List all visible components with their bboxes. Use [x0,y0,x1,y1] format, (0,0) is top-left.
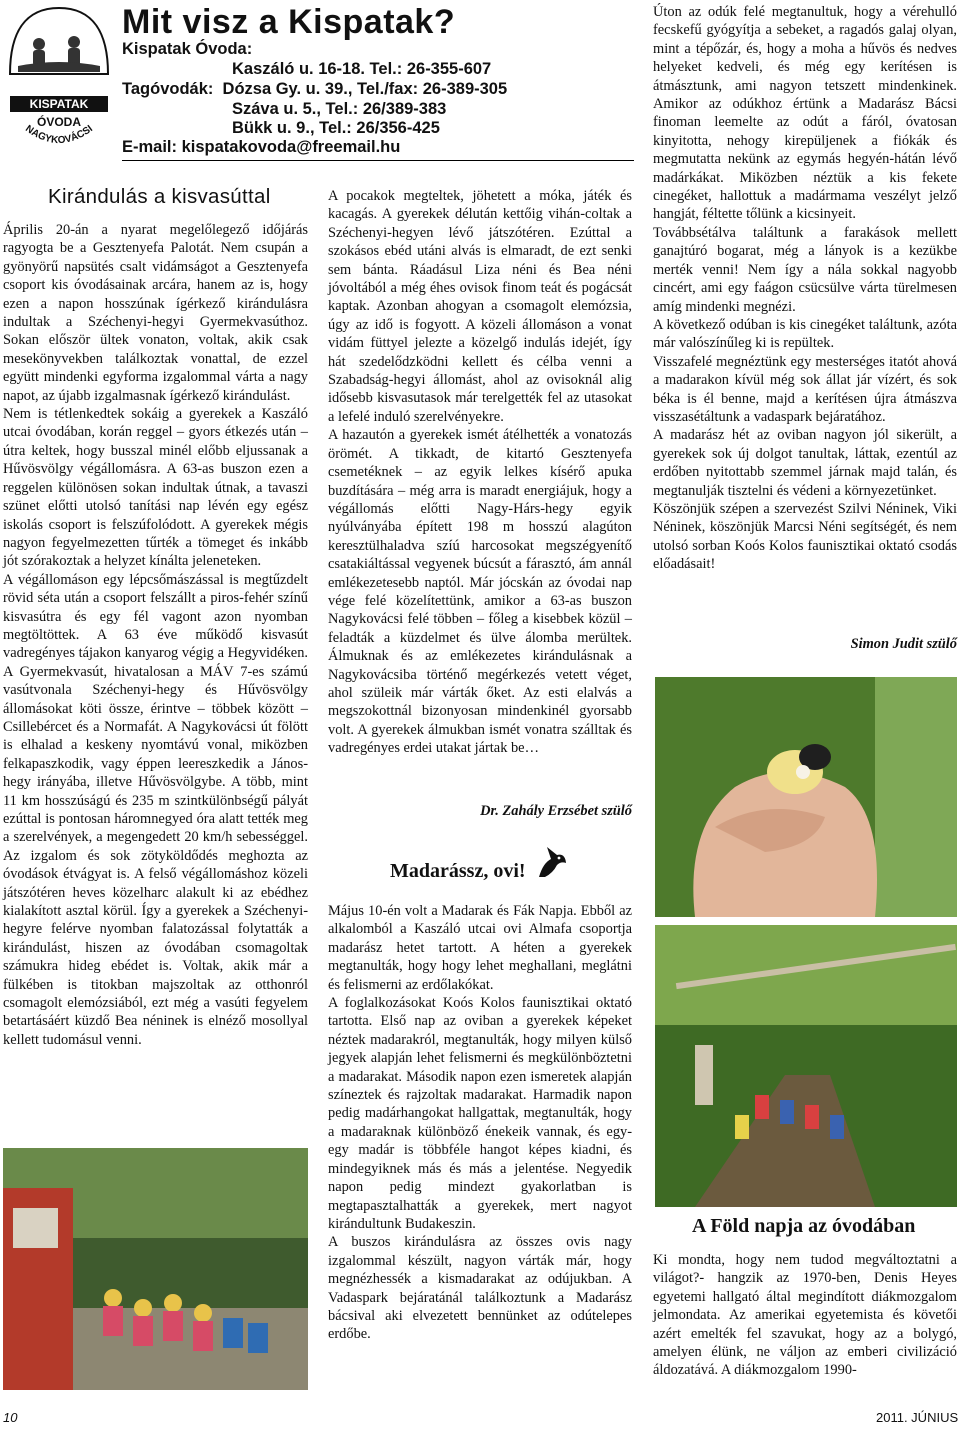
logo-text-top: KISPATAK [29,97,89,111]
page-number: 10 [3,1410,18,1425]
article2-signature: Simon Judit szülő [850,636,957,652]
masthead-title: Mit visz a Kispatak? [122,3,456,41]
masthead-org: Kispatak Óvoda: [122,40,253,58]
article2-paragraph: A foglalkozásokat Koós Kolos faunisztikai oktató tartotta. Első nap az oviban a gyerekek képeket néztek madarakról, megtanulták, hogy milyen külső jegyek alapján lehet felismerni és megkülönböztetni a madarakat. Második napon ezen ismeretek alapján színeztek és rajzoltak madarakat. Harmadik napon pedig madárhangokat hallgattak, megtanulták, hogy a madaraknak különböző énekeik vannak, és egy-egy madár is többféle hangot képes kiadni, és mindegyiknek más és más a jelentése. Negyedik napon pedig mindezt gyakorlatban is megtapasztalhatták a gyerekek, mert nagyot kirándultunk Budakeszin. [328,995,632,1232]
kispatak-logo [4,4,114,156]
logo-text-bottom: NAGYKOVÁCSI [23,123,95,147]
article3-column-3 [653,1251,957,1380]
article2-paragraph: A madarász hét az oviban nagyon jól sikerült, a gyerekek sok új dolgot tanultak, láttak, ezentúl az erdőben nyitottabb szemmel járnak majd talán, és megtanulják tisztelni és védeni a környezetünket. [653,427,957,499]
article2-column-3 [653,3,957,574]
article1-paragraph: A végállomáson egy lépcsőmászással is megtűzdelt rövid séta után a csoport felszállt a piros-fehér színű kisvasútra és egy fél vagont azon nyomban megtöltöttek. A 63 éve működő kisvasút vadregényes tájakon kanyarog végig a Hegyvidéken. A Gyermekvasút, hivatalosan a MÁV 7-es számú vasútvonala Széchenyi-hegy és Hűvösvölgy állomásokat köti össze, érintve – többek között – Csillebércet és a Normafát. A Nagykovácsi út fölött is elhalad a keskeny nyomtávú vonal, miközben felkapaszkodik, vagy éppen leereszkedik a János-hegy irányába, illetve Hűvösvölgybe. A több, mint 11 km hosszúságú és 235 m szintkülönbségű pályát ezúttal is pontosan háromnegyed óra alatt tették meg a szerelvények, a megengedett 20 km/h sebességgel. Az izgalom és sok zötyköldődés meghozta az óvodások étvágyat is. A felső végállomáshoz közeli játszótéren heves közelharc alakult ki az ebédhez kialakított asztal körül. Így a gyerekek a Széchenyi-hegyre felérve nyomban falatozással folytatták a kirándulást, hiszen az óvodában csomagoltak számukra hideg ebédet is. Voltak, akik már a fülkében is titokban majszoltak az otthonról csomagolt elemózsiából, ezt még a vasúti fegyelem betartásáért küzdő Bea néninek is elnéző mosollyal kellett tudomásul venni. [3,571,308,1048]
article1-paragraph: Április 20-án a nyarat megelőlegező időjárás ragyogta be a Gesztenyefa Palotát. Nem csupán a gyönyörű napsütés csalt vidámságot a Gesztenyefa csoport kis óvodásainak arcára, hanem az is, hogy ezen a napon hosszúnak ígérkező kirándulásra indultak a Széchenyi-hegyi Gyermekvasúthoz. Sokan először ültek vonaton, voltak, akik csak mesekönyvekben találkoztak vonattal, de ezzel együtt mindenki egyforma izgalommal várta a nagy napot, az újabb izgalmasnak ígérkező kirándulást. [3,222,308,404]
group-in-forest-photo [655,925,957,1207]
article2-paragraph: Továbbsétálva találtunk a farakások mellett ganajtúró bogarat, még a lányok is a kezükbe merték venni! Nem így a nála sokkal nagyobb cincért, ami egy faágon csücsülve várta türelmesen amíg mindenki megnézi. [653,224,957,315]
logo-text-middle: ÓVODA [36,115,82,129]
article1-paragraph: Nem is tétlenkedtek sokáig a gyerekek a Kaszáló utcai óvodában, korán reggel – gyors étkezés után – útra keltek, hogy busszal minél előbb eljussanak a Hűvösvölgy végállomásra. A 63-as buszon ezen a reggelen különösen sokan indultak útnak, a tavaszi szünet előtti utolsó tanítási nap lévén egy egész iskolás csoport is felszúfolódott. A gyerekek mégis nagyon fegyelmezetten tűrték a tömeget és inkább jót szórakoztak a helyzet kínálta jeleneteken. [3,406,308,570]
article1-column-2 [328,187,632,758]
article2-paragraph: Köszönjük szépen a szervezést Szilvi Néninek, Viki Néninek, köszönjük Marcsi Néni segítségét, és nem utolsó sorban Koós Kolos faunisztikai oktató csodás előadásait! [653,500,957,573]
article2-paragraph: Május 10-én volt a Madarak és Fák Napja. Ebből az alkalomból a Kaszáló utcai ovi Almafa csoportja madarász hetet tartott. A héten a gyerekek megtanulták, hogy hogy lehet meghallani, meglátni és felismerni az erdőlakókat. [328,903,632,993]
article1-paragraph: A hazautón a gyerekek ismét átélhették a vonatozás örömét. A tikkadt, de kitartó Gesztenyefa csemetéknek – az egyik lelkes kísérő apuka buzdítására – még arra is maradt energiájuk, hogy a végállomás előtti Nagy-Hárs-hegy egyik nyúlványába épített 198 m hosszú alagúton keresztülhaladva szíú harcosokat megszégyenítő csatakiáltással vegyenek búcsút a fárasztó, ám annál emlékezetesebb naptól. Már jócskán az óvodai nap vége felé közelítettünk, amikor a 63-as buszon Nagykovácsi felé többen – főleg a kisebbek közül – feladták a küzdelmet és ülve álomba merültek. Álmuknak és az emlékezetes kirándulásnak a Nagykovácsiba történő megérkezés vetett véget, ahol szüleik már várták őket. Az esti elalvás a megszokottnál bizonyosan mindenkinél gyorsabb volt. A gyerekek álmukban ismét vonatra szálltak és vadregényes erdei utakat jártak be… [328,427,632,757]
children-train-photo [3,1148,308,1390]
masthead-line-4: Bükk u. 9., Tel.: 26/356-425 [232,119,440,137]
bird-in-hand-photo [655,677,957,917]
article2-title: Madarássz, ovi! [390,860,526,882]
article3-title: A Föld napja az óvodában [692,1215,916,1237]
article1-signature: Dr. Zahály Erzsébet szülő [480,803,632,819]
article1-column-1 [3,221,308,1049]
masthead-line-2: Tagóvodák: Dózsa Gy. u. 39., Tel./fax: 26-389-305 [122,80,508,98]
article2-paragraph: Úton az odúk felé megtanultuk, hogy a vérehulló fecskefű gyógyítja a sebeket, a ragadós galaj olyan, mint a tépőzár, és, hogy a moha a hűvös és nedves helyeket kedveli, és még egy kerítésen is átmásztunk, ami nagyon tetszett mindenkinek. Amikor az odúkhoz értünk a Madarász Bácsi finoman leemelte az odút a fáról, óvatosan kinyitotta, nehogy kirepüljenek a fiókák és megmutatta nekünk az egymás hegyén-hátán lévő madárkákat. Miközben néztük a kis fekete cinegéket, hallottuk a madármama veszélyt jelző hangját, féltette tőlünk a kicsinyeit. [653,4,957,223]
article1-title: Kirándulás a kisvasúttal [48,185,271,208]
article2-paragraph: Visszafelé megnéztünk egy mesterséges itatót ahová a madarakon kívül még sok állat jár vízért, és sok béka is él benne, majd a kerítésen újra átmászva visszasétáltunk a vadaspark bejáratához. [653,353,957,425]
article2-paragraph: A buszos kirándulásra az összes ovis nagy izgalommal készült, nagyon várták már, hogy megnézhessék a kismadarakat az odújukban. A Vadaspark bejáratánál találkoztunk a Madarász bácsival aki elvezetett bennünket az odútelepes erdőbe. [328,1234,632,1343]
article1-paragraph: A pocakok megteltek, jöhetett a móka, játék és kacagás. A gyerekek délután kettőig vihán-coltak a Széchenyi-hegyen lévő játszótéren. Ezúttal a szokásos ebéd utáni alvás is elmaradt, de ezt senki sem bánta. Ráadásul Liza néni és Bea néni jóvoltából a még éhes ovisok finom teát és pogácsát kaptak. Azonban ahogyan a csomagolt elemózsia, úgy az idő is fogyott. A közeli állomáson a vonat vidám füttyel jelezte a közelgő indulás idejét, így hát szedelődzködni kellett és célba venni a Szabadság-hegyi állomást, ahol az ovisoknál alig idősebb kisvasutasok már terelgették fel az utasokat a lefelé induló szerelvényekre. [328,188,632,425]
masthead-rule [122,160,634,161]
bird-icon [535,843,569,881]
article3-paragraph: Ki mondta, hogy nem tudod megváltoztatni a világot?- hangzik az 1970-ben, Denis Heyes egyetemi hallgató által megindított diákmozgalom jelmondata. Az amerikai egyetemista és követői azért emelték fel szavukat, hogy az a bolygó, amelyen élünk, ne váljon az emberi civilizáció áldozatává. A diákmozgalom 1990- [653,1252,957,1379]
issue-date: 2011. JÚNIUS [876,1410,959,1425]
masthead-email: E-mail: kispatakovoda@freemail.hu [122,138,401,156]
masthead-line-3: Száva u. 5., Tel.: 26/389-383 [232,100,447,118]
article2-column-2 [328,902,632,1344]
masthead-line-1: Kaszáló u. 16-18. Tel.: 26-355-607 [232,60,492,78]
article2-paragraph: A következő odúban is kis cinegéket találtunk, azóta már valószínűleg ki is repültek. [653,316,957,352]
